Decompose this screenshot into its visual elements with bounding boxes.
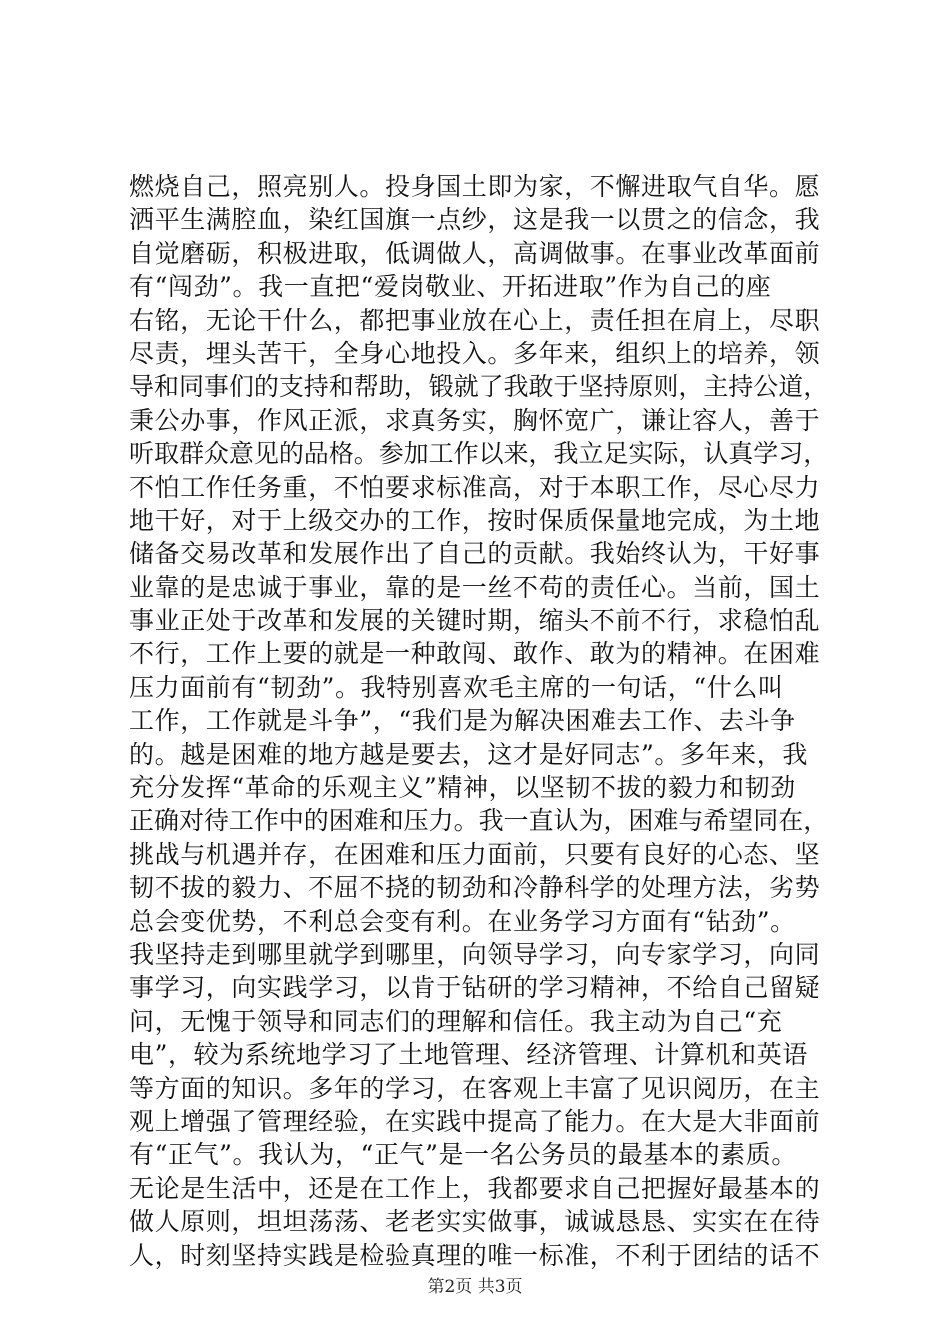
text-line: 不怕工作任务重，不怕要求标准高，对于本职工作，尽心尽力 (129, 472, 821, 502)
text-line: 等方面的知识。多年的学习，在客观上丰富了见识阅历，在主 (129, 1073, 821, 1103)
text-line: 充分发挥“革命的乐观主义”精神，以坚韧不拔的毅力和韧劲 (129, 773, 796, 803)
text-line: 有“正气”。我认为，“正气”是一名公务员的最基本的素质。 (129, 1140, 797, 1170)
text-line: 我坚持走到哪里就学到哪里，向领导学习，向专家学习，向同 (129, 939, 821, 969)
text-line: 挑战与机遇并存，在困难和压力面前，只要有良好的心态、坚 (129, 839, 821, 869)
text-line: 导和同事们的支持和帮助，锻就了我敢于坚持原则，主持公道， (129, 372, 829, 402)
text-line: 事学习，向实践学习，以肯于钻研的学习精神，不给自己留疑 (129, 973, 821, 1003)
text-line: 业靠的是忠诚于事业，靠的是一丝不苟的责任心。当前，国土 (129, 572, 821, 602)
text-line: 事业正处于改革和发展的关键时期，缩头不前不行，求稳怕乱 (129, 606, 821, 636)
body-paragraph (129, 170, 829, 1272)
text-line: 无论是生活中，还是在工作上，我都要求自己把握好最基本的 (129, 1173, 821, 1203)
text-line: 总会变优势，不利总会变有利。在业务学习方面有“钻劲”。 (129, 906, 796, 936)
text-line: 人，时刻坚持实践是检验真理的唯一标准，不利于团结的话不 (129, 1240, 821, 1270)
text-line: 燃烧自己，照亮别人。投身国土即为家，不懈进取气自华。愿 (129, 172, 821, 201)
text-line: 听取群众意见的品格。参加工作以来，我立足实际，认真学习， (129, 439, 829, 469)
text-line: 正确对待工作中的困难和压力。我一直认为，困难与希望同在， (129, 806, 829, 836)
text-line: 地干好，对于上级交办的工作，按时保质保量地完成，为土地 (129, 505, 821, 535)
text-line: 的。越是困难的地方越是要去，这才是好同志”。多年来，我 (129, 739, 808, 769)
text-line: 秉公办事，作风正派，求真务实，胸怀宽广，谦让容人，善于 (129, 405, 821, 435)
text-line: 尽责，埋头苦干，全身心地投入。多年来，组织上的培养，领 (129, 338, 821, 368)
text-line: 右铭，无论干什么，都把事业放在心上，责任担在肩上，尽职 (129, 305, 821, 335)
text-line: 储备交易改革和发展作出了自己的贡献。我始终认为，干好事 (129, 539, 821, 569)
text-line: 工作，工作就是斗争”，“我们是为解决困难去工作、去斗争 (129, 706, 796, 736)
text-line: 不行，工作上要的就是一种敢闯、敢作、敢为的精神。在困难 (129, 639, 821, 669)
text-line: 压力面前有“韧劲”。我特别喜欢毛主席的一句话，“什么叫 (129, 672, 784, 702)
text-line: 自觉磨砺，积极进取，低调做人，高调做事。在事业改革面前 (129, 238, 821, 268)
text-line: 洒平生满腔血，染红国旗一点纱，这是我一以贯之的信念，我 (129, 205, 821, 235)
text-line: 做人原则，坦坦荡荡、老老实实做事，诚诚恳恳、实实在在待 (129, 1207, 821, 1237)
text-line: 电”，较为系统地学习了土地管理、经济管理、计算机和英语 (129, 1040, 808, 1070)
text-line: 观上增强了管理经验，在实践中提高了能力。在大是大非面前 (129, 1106, 821, 1136)
page-footer: 第2页 共3页 (427, 1277, 523, 1297)
text-line: 问，无愧于领导和同志们的理解和信任。我主动为自己“充 (129, 1006, 783, 1036)
text-line: 韧不拔的毅力、不屈不挠的韧劲和冷静科学的处理方法，劣势 (129, 873, 821, 903)
text-line: 有“闯劲”。我一直把“爱岗敬业、开拓进取”作为自己的座 (129, 272, 772, 302)
